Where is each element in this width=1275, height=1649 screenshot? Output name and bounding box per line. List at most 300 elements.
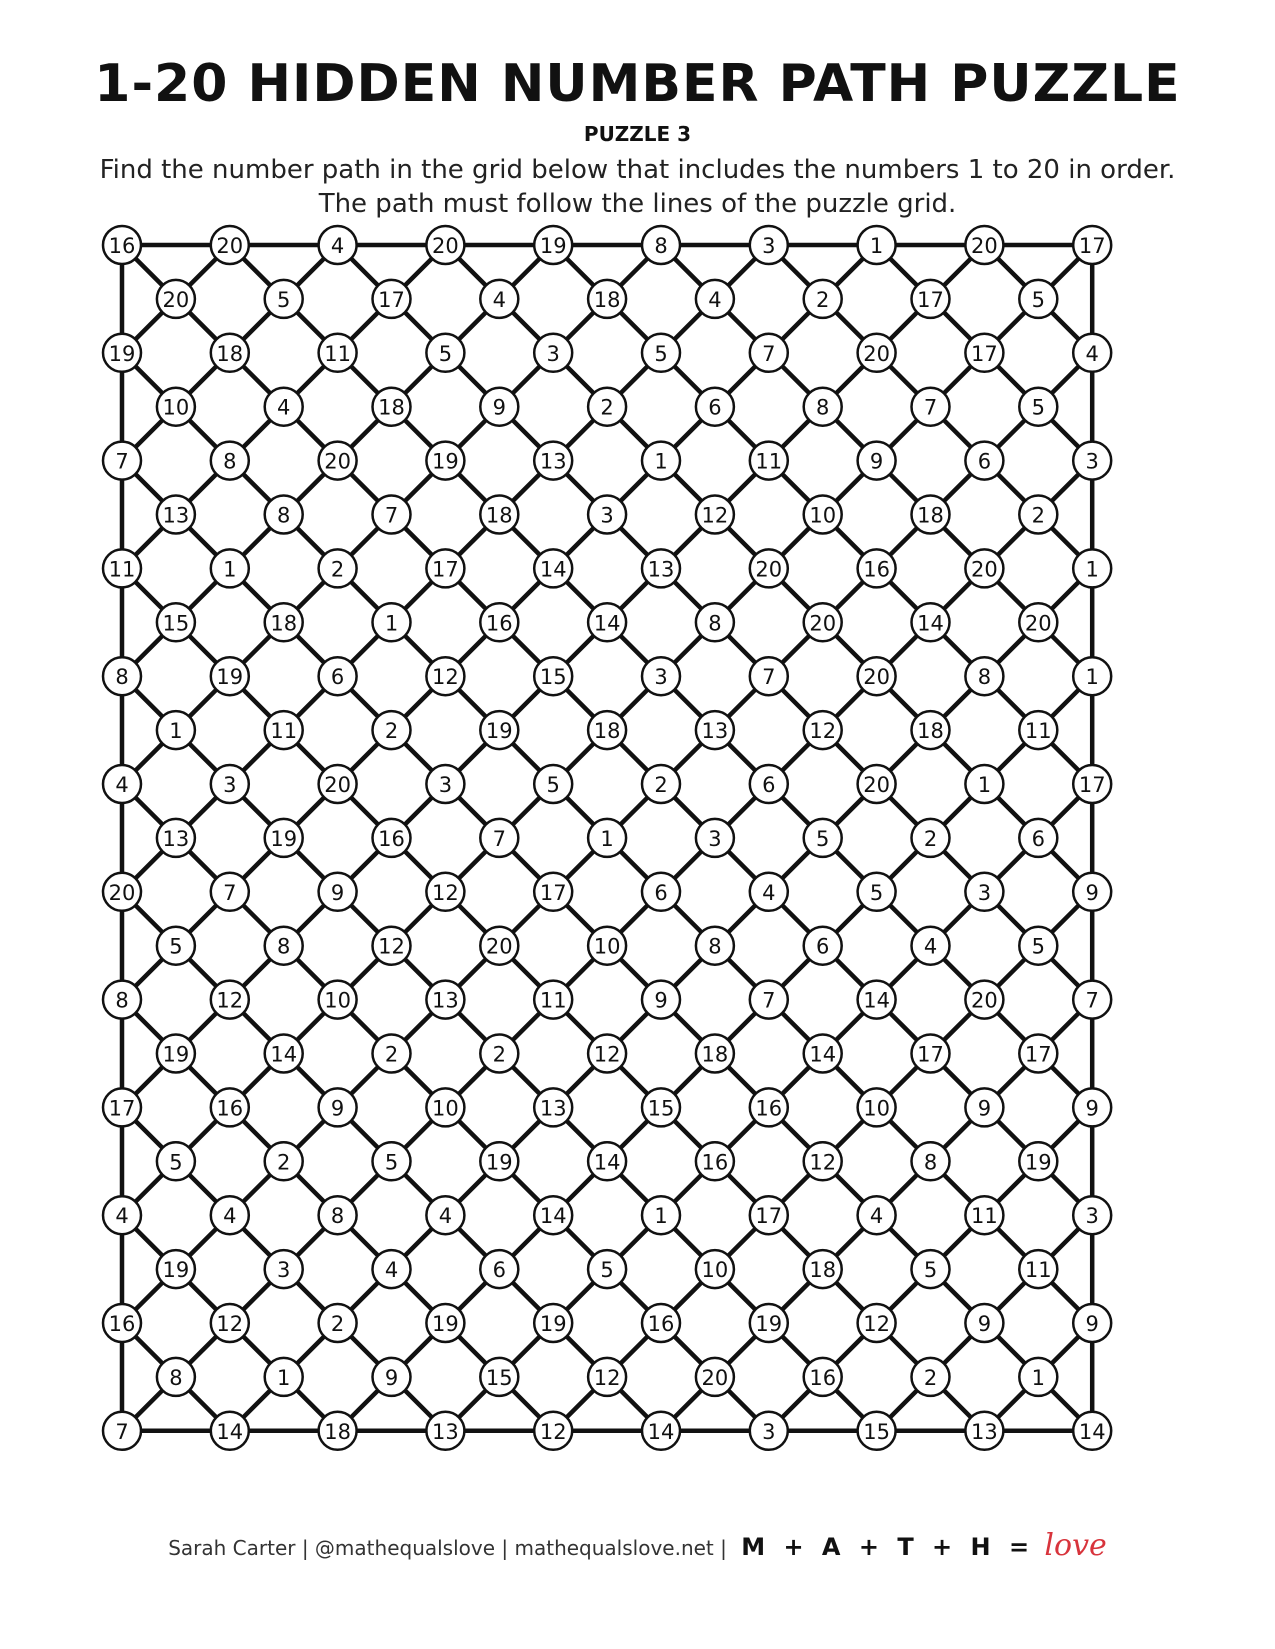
outer-node[interactable] <box>642 1196 680 1234</box>
outer-node[interactable] <box>319 657 357 695</box>
inner-node[interactable] <box>480 280 518 318</box>
outer-node[interactable] <box>858 873 896 911</box>
outer-node[interactable] <box>858 1088 896 1126</box>
inner-node[interactable] <box>265 496 303 534</box>
node-number: 8 <box>223 449 237 474</box>
inner-node[interactable] <box>804 1250 842 1288</box>
node-number: 13 <box>701 719 729 744</box>
outer-node[interactable] <box>534 442 572 480</box>
outer-node[interactable] <box>1073 1304 1111 1342</box>
outer-node[interactable] <box>750 657 788 695</box>
node-number: 16 <box>863 557 890 582</box>
inner-node[interactable] <box>696 1250 734 1288</box>
outer-node[interactable] <box>965 1412 1003 1450</box>
outer-node[interactable] <box>534 765 572 803</box>
inner-node[interactable] <box>804 1358 842 1396</box>
inner-node[interactable] <box>912 1142 950 1180</box>
node-number: 20 <box>863 665 890 690</box>
outer-node[interactable] <box>750 981 788 1019</box>
outer-node[interactable] <box>750 1088 788 1126</box>
node-number: 13 <box>162 503 190 528</box>
node-number: 7 <box>923 395 938 420</box>
outer-node[interactable] <box>534 1412 572 1450</box>
node-number: 12 <box>432 880 459 905</box>
node-number: 16 <box>701 1150 729 1175</box>
inner-node[interactable] <box>265 1142 303 1180</box>
outer-node[interactable] <box>319 226 357 264</box>
outer-node[interactable] <box>319 442 357 480</box>
inner-node[interactable] <box>157 1142 195 1180</box>
node-number: 8 <box>654 234 668 258</box>
inner-node[interactable] <box>1019 1250 1057 1288</box>
inner-node[interactable] <box>480 603 518 641</box>
node-number: 5 <box>816 826 830 851</box>
outer-node[interactable] <box>642 765 680 803</box>
node-number: 17 <box>917 1042 944 1067</box>
outer-node[interactable] <box>211 765 249 803</box>
outer-node[interactable] <box>426 1304 464 1342</box>
inner-node[interactable] <box>1019 496 1057 534</box>
outer-node[interactable] <box>426 1196 464 1234</box>
node-number: 17 <box>378 287 405 312</box>
outer-node[interactable] <box>426 765 464 803</box>
inner-node[interactable] <box>1019 280 1057 318</box>
outer-node[interactable] <box>1073 1196 1111 1234</box>
inner-node[interactable] <box>480 927 518 965</box>
inner-node[interactable] <box>373 1142 411 1180</box>
inner-node[interactable] <box>1019 819 1057 857</box>
node-number: 9 <box>654 988 668 1013</box>
outer-node[interactable] <box>211 549 249 587</box>
inner-node[interactable] <box>912 1035 950 1073</box>
node-number: 15 <box>162 611 190 636</box>
outer-node[interactable] <box>965 549 1003 587</box>
outer-node[interactable] <box>965 1304 1003 1342</box>
node-number: 3 <box>977 880 992 905</box>
inner-node[interactable] <box>912 496 950 534</box>
inner-node[interactable] <box>588 496 626 534</box>
node-number: 2 <box>654 773 668 797</box>
outer-node[interactable] <box>965 657 1003 695</box>
inner-node[interactable] <box>157 603 195 641</box>
outer-node[interactable] <box>642 981 680 1019</box>
outer-node[interactable] <box>534 334 572 372</box>
outer-node[interactable] <box>750 1196 788 1234</box>
outer-node[interactable] <box>642 657 680 695</box>
inner-node[interactable] <box>588 1035 626 1073</box>
node-number: 20 <box>971 557 998 582</box>
inner-node[interactable] <box>480 819 518 857</box>
node-number: 5 <box>277 287 291 312</box>
outer-node[interactable] <box>1073 334 1111 372</box>
inner-node[interactable] <box>157 711 195 749</box>
inner-node[interactable] <box>804 711 842 749</box>
inner-node[interactable] <box>373 819 411 857</box>
node-number: 2 <box>384 719 399 744</box>
node-number: 14 <box>539 1204 567 1229</box>
inner-node[interactable] <box>804 388 842 426</box>
outer-node[interactable] <box>103 873 141 911</box>
outer-node[interactable] <box>858 442 896 480</box>
inner-node[interactable] <box>804 603 842 641</box>
node-number: 3 <box>223 773 237 797</box>
node-number: 18 <box>378 395 405 420</box>
outer-node[interactable] <box>103 1088 141 1126</box>
inner-node[interactable] <box>157 496 195 534</box>
node-number: 20 <box>971 234 998 258</box>
inner-node[interactable] <box>588 927 626 965</box>
outer-node[interactable] <box>750 1412 788 1450</box>
inner-node[interactable] <box>912 1358 950 1396</box>
outer-node[interactable] <box>426 1088 464 1126</box>
node-number: 19 <box>270 826 298 851</box>
node-number: 5 <box>169 934 183 959</box>
outer-node[interactable] <box>1073 549 1111 587</box>
node-number: 8 <box>277 503 291 528</box>
inner-node[interactable] <box>696 496 734 534</box>
outer-node[interactable] <box>858 657 896 695</box>
inner-node[interactable] <box>157 1358 195 1396</box>
node-number: 12 <box>216 988 244 1013</box>
outer-node[interactable] <box>750 334 788 372</box>
inner-node[interactable] <box>804 1142 842 1180</box>
outer-node[interactable] <box>211 981 249 1019</box>
outer-node[interactable] <box>1073 657 1111 695</box>
outer-node[interactable] <box>965 873 1003 911</box>
node-number: 7 <box>762 988 776 1013</box>
outer-node[interactable] <box>319 1304 357 1342</box>
inner-node[interactable] <box>912 280 950 318</box>
node-number: 9 <box>1085 1312 1099 1336</box>
outer-node[interactable] <box>319 873 357 911</box>
inner-node[interactable] <box>157 927 195 965</box>
node-number: 11 <box>755 449 783 474</box>
outer-node[interactable] <box>319 1412 357 1450</box>
inner-node[interactable] <box>804 819 842 857</box>
inner-node[interactable] <box>480 1142 518 1180</box>
node-number: 9 <box>492 395 506 420</box>
inner-node[interactable] <box>265 603 303 641</box>
outer-node[interactable] <box>642 334 680 372</box>
outer-node[interactable] <box>319 549 357 587</box>
inner-node[interactable] <box>265 1035 303 1073</box>
node-number: 14 <box>216 1419 244 1444</box>
node-number: 5 <box>546 773 560 797</box>
node-number: 3 <box>438 773 453 797</box>
node-number: 2 <box>1031 503 1045 528</box>
outer-node[interactable] <box>858 1412 896 1450</box>
outer-node[interactable] <box>426 442 464 480</box>
inner-node[interactable] <box>588 1250 626 1288</box>
outer-node[interactable] <box>965 442 1003 480</box>
node-number: 18 <box>593 287 621 312</box>
inner-node[interactable] <box>804 496 842 534</box>
outer-node[interactable] <box>103 334 141 372</box>
node-number: 16 <box>108 234 136 258</box>
outer-node[interactable] <box>534 226 572 264</box>
outer-node[interactable] <box>319 981 357 1019</box>
inner-node[interactable] <box>696 280 734 318</box>
outer-node[interactable] <box>642 1304 680 1342</box>
inner-node[interactable] <box>480 1358 518 1396</box>
node-number: 16 <box>108 1312 136 1336</box>
node-number: 4 <box>330 234 345 258</box>
outer-node[interactable] <box>103 442 141 480</box>
inner-node[interactable] <box>912 819 950 857</box>
node-number: 10 <box>162 395 190 420</box>
inner-node[interactable] <box>696 819 734 857</box>
node-number: 7 <box>115 1419 129 1444</box>
outer-node[interactable] <box>750 226 788 264</box>
outer-node[interactable] <box>534 981 572 1019</box>
node-number: 17 <box>1078 234 1106 258</box>
node-number: 8 <box>115 988 129 1013</box>
outer-node[interactable] <box>211 334 249 372</box>
inner-node[interactable] <box>265 1250 303 1288</box>
node-number: 20 <box>971 988 998 1013</box>
outer-node[interactable] <box>211 1412 249 1450</box>
inner-node[interactable] <box>265 1358 303 1396</box>
node-number: 20 <box>485 934 513 959</box>
node-number: 13 <box>162 826 190 851</box>
outer-node[interactable] <box>642 1088 680 1126</box>
inner-node[interactable] <box>588 1358 626 1396</box>
inner-node[interactable] <box>480 1035 518 1073</box>
inner-node[interactable] <box>373 603 411 641</box>
inner-node[interactable] <box>373 1250 411 1288</box>
outer-node[interactable] <box>642 1412 680 1450</box>
inner-node[interactable] <box>480 1250 518 1288</box>
node-number: 6 <box>654 880 668 905</box>
inner-node[interactable] <box>265 388 303 426</box>
inner-node[interactable] <box>373 388 411 426</box>
outer-node[interactable] <box>1073 442 1111 480</box>
footer-brand: M + A + T + H = <box>741 1533 1035 1561</box>
inner-node[interactable] <box>157 280 195 318</box>
node-number: 12 <box>809 719 837 744</box>
outer-node[interactable] <box>965 981 1003 1019</box>
outer-node[interactable] <box>750 549 788 587</box>
outer-node[interactable] <box>211 657 249 695</box>
inner-node[interactable] <box>373 927 411 965</box>
outer-node[interactable] <box>642 873 680 911</box>
outer-node[interactable] <box>426 334 464 372</box>
inner-node[interactable] <box>373 1035 411 1073</box>
outer-node[interactable] <box>319 1196 357 1234</box>
node-number: 13 <box>539 449 567 474</box>
outer-node[interactable] <box>211 226 249 264</box>
node-number: 14 <box>270 1042 298 1067</box>
outer-node[interactable] <box>1073 765 1111 803</box>
outer-node[interactable] <box>965 334 1003 372</box>
outer-node[interactable] <box>319 1088 357 1126</box>
inner-node[interactable] <box>912 388 950 426</box>
outer-node[interactable] <box>750 873 788 911</box>
outer-node[interactable] <box>965 765 1003 803</box>
outer-node[interactable] <box>642 226 680 264</box>
inner-node[interactable] <box>588 603 626 641</box>
outer-node[interactable] <box>858 1196 896 1234</box>
outer-node[interactable] <box>534 657 572 695</box>
outer-node[interactable] <box>319 765 357 803</box>
outer-node[interactable] <box>103 1304 141 1342</box>
inner-node[interactable] <box>157 1035 195 1073</box>
inner-node[interactable] <box>588 711 626 749</box>
outer-node[interactable] <box>211 1088 249 1126</box>
outer-node[interactable] <box>1073 1088 1111 1126</box>
node-number: 8 <box>277 934 291 959</box>
outer-node[interactable] <box>858 765 896 803</box>
outer-node[interactable] <box>103 226 141 264</box>
inner-node[interactable] <box>373 280 411 318</box>
outer-node[interactable] <box>750 442 788 480</box>
node-number: 19 <box>1024 1150 1052 1175</box>
node-number: 19 <box>216 665 244 690</box>
outer-node[interactable] <box>103 657 141 695</box>
grid-nodes <box>103 226 1111 1450</box>
outer-node[interactable] <box>534 1304 572 1342</box>
outer-node[interactable] <box>750 1304 788 1342</box>
node-number: 19 <box>108 341 136 366</box>
inner-node[interactable] <box>1019 1142 1057 1180</box>
outer-node[interactable] <box>211 1304 249 1342</box>
outer-node[interactable] <box>1073 981 1111 1019</box>
inner-node[interactable] <box>1019 711 1057 749</box>
inner-node[interactable] <box>804 927 842 965</box>
inner-node[interactable] <box>804 1035 842 1073</box>
inner-node[interactable] <box>157 1250 195 1288</box>
node-number: 14 <box>593 1150 621 1175</box>
inner-node[interactable] <box>265 711 303 749</box>
inner-node[interactable] <box>373 496 411 534</box>
inner-node[interactable] <box>912 711 950 749</box>
outer-node[interactable] <box>642 442 680 480</box>
outer-node[interactable] <box>965 1088 1003 1126</box>
inner-node[interactable] <box>1019 388 1057 426</box>
outer-node[interactable] <box>103 765 141 803</box>
inner-node[interactable] <box>696 1358 734 1396</box>
outer-node[interactable] <box>1073 873 1111 911</box>
outer-node[interactable] <box>858 549 896 587</box>
outer-node[interactable] <box>750 765 788 803</box>
outer-node[interactable] <box>858 226 896 264</box>
outer-node[interactable] <box>426 657 464 695</box>
node-number: 6 <box>330 665 345 690</box>
inner-node[interactable] <box>696 1035 734 1073</box>
outer-node[interactable] <box>642 549 680 587</box>
inner-node[interactable] <box>696 388 734 426</box>
node-number: 13 <box>539 1096 567 1121</box>
inner-node[interactable] <box>804 280 842 318</box>
node-number: 7 <box>384 503 399 528</box>
outer-node[interactable] <box>103 1412 141 1450</box>
outer-node[interactable] <box>426 981 464 1019</box>
inner-node[interactable] <box>373 1358 411 1396</box>
node-number: 18 <box>917 503 944 528</box>
inner-node[interactable] <box>696 927 734 965</box>
node-number: 9 <box>977 1096 992 1121</box>
outer-node[interactable] <box>534 873 572 911</box>
node-number: 4 <box>762 880 776 905</box>
inner-node[interactable] <box>912 927 950 965</box>
node-number: 6 <box>977 449 992 474</box>
outer-node[interactable] <box>426 1412 464 1450</box>
outer-node[interactable] <box>211 442 249 480</box>
inner-node[interactable] <box>1019 1358 1057 1396</box>
outer-node[interactable] <box>211 873 249 911</box>
inner-node[interactable] <box>588 1142 626 1180</box>
outer-node[interactable] <box>426 873 464 911</box>
node-number: 14 <box>593 611 621 636</box>
inner-node[interactable] <box>696 603 734 641</box>
node-number: 8 <box>977 665 992 690</box>
node-number: 20 <box>863 773 890 797</box>
inner-node[interactable] <box>373 711 411 749</box>
outer-node[interactable] <box>426 226 464 264</box>
inner-node[interactable] <box>265 280 303 318</box>
inner-node[interactable] <box>480 711 518 749</box>
inner-node[interactable] <box>480 388 518 426</box>
outer-node[interactable] <box>858 334 896 372</box>
outer-node[interactable] <box>965 226 1003 264</box>
inner-node[interactable] <box>1019 603 1057 641</box>
outer-node[interactable] <box>319 334 357 372</box>
outer-node[interactable] <box>103 1196 141 1234</box>
outer-node[interactable] <box>858 981 896 1019</box>
inner-node[interactable] <box>912 603 950 641</box>
node-number: 3 <box>277 1258 291 1283</box>
inner-node[interactable] <box>588 280 626 318</box>
inner-node[interactable] <box>1019 1035 1057 1073</box>
inner-node[interactable] <box>912 1250 950 1288</box>
inner-node[interactable] <box>265 819 303 857</box>
inner-node[interactable] <box>1019 927 1057 965</box>
outer-node[interactable] <box>1073 226 1111 264</box>
inner-node[interactable] <box>696 1142 734 1180</box>
node-number: 5 <box>1031 287 1045 312</box>
outer-node[interactable] <box>965 1196 1003 1234</box>
outer-node[interactable] <box>534 1196 572 1234</box>
outer-node[interactable] <box>103 981 141 1019</box>
node-number: 17 <box>755 1204 783 1229</box>
node-number: 20 <box>324 773 351 797</box>
node-number: 11 <box>270 719 298 744</box>
node-number: 14 <box>539 557 567 582</box>
outer-node[interactable] <box>1073 1412 1111 1450</box>
outer-node[interactable] <box>211 1196 249 1234</box>
node-number: 19 <box>539 1312 567 1336</box>
node-number: 3 <box>600 503 614 528</box>
node-number: 8 <box>923 1150 938 1175</box>
outer-node[interactable] <box>534 549 572 587</box>
inner-node[interactable] <box>588 819 626 857</box>
outer-node[interactable] <box>103 549 141 587</box>
outer-node[interactable] <box>426 549 464 587</box>
inner-node[interactable] <box>265 927 303 965</box>
inner-node[interactable] <box>696 711 734 749</box>
inner-node[interactable] <box>157 819 195 857</box>
outer-node[interactable] <box>858 1304 896 1342</box>
outer-node[interactable] <box>534 1088 572 1126</box>
node-number: 12 <box>863 1312 890 1336</box>
node-number: 3 <box>546 341 560 366</box>
instructions: Find the number path in the grid below that includes the numbers 1 to 20 in order. The path must follow the lines of the puzzle grid. <box>99 155 1176 219</box>
inner-node[interactable] <box>157 388 195 426</box>
inner-node[interactable] <box>480 496 518 534</box>
node-number: 5 <box>1031 934 1045 959</box>
inner-node[interactable] <box>588 388 626 426</box>
node-number: 19 <box>432 1312 459 1336</box>
